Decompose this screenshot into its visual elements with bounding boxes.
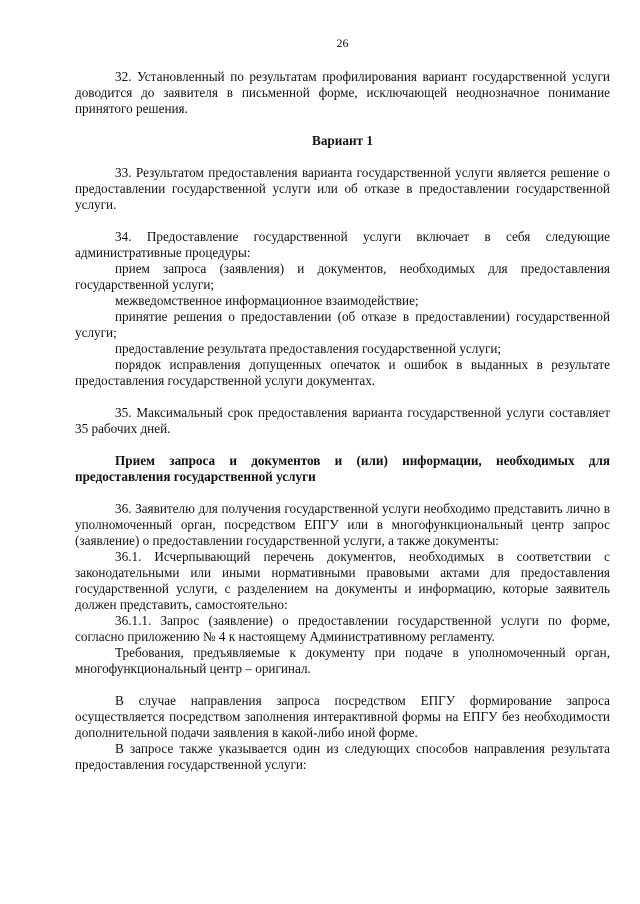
document-body [75,69,610,773]
paragraph-result-method: В запросе также указывается один из следующих способов направления результата предоставления государственной услуги: [75,741,610,772]
spacer [75,149,610,165]
spacer [75,437,610,453]
section-heading: Прием запроса и документов и (или) информации, необходимых для предоставления государственной услуги [75,453,610,484]
spacer [75,389,610,405]
page-number: 26 [336,36,349,50]
variant-heading: Вариант 1 [312,133,373,148]
procedure-item: порядок исправления допущенных опечаток и ошибок в выданных в результате предоставления государственной услуги документах. [75,357,610,388]
paragraph-34: 34. Предоставление государственной услуги включает в себя следующие административные процедуры: [75,229,610,260]
paragraph-36: 36. Заявителю для получения государственной услуги необходимо представить лично в уполномоченный орган, посредством ЕПГУ или в многофункциональный центр запрос (заявление) о предоставлении государственной услуги, а также документы: [75,501,610,548]
paragraph-36-1-1: 36.1.1. Запрос (заявление) о предоставлении государственной услуги по форме, согласно приложению № 4 к настоящему Административному регламенту. [75,613,610,644]
procedure-item: прием запроса (заявления) и документов, необходимых для предоставления государственной услуги; [75,261,610,292]
paragraph-36-1: 36.1. Исчерпывающий перечень документов, необходимых в соответствии с законодательными или иными нормативными правовыми актами для предоставления государственной услуги, с разделением на документы и информацию, которые заявитель должен представить, самостоятельно: [75,549,610,612]
paragraph-epgu: В случае направления запроса посредством ЕПГУ формирование запроса осуществляется посредством заполнения интерактивной формы на ЕПГУ без необходимости дополнительной подачи заявления в какой-либо иной форме. [75,693,610,740]
spacer [75,117,610,133]
spacer [75,213,610,229]
paragraph-32: 32. Установленный по результатам профилирования вариант государственной услуги доводится до заявителя в письменной форме, исключающей неоднозначное понимание принятого решения. [75,69,610,116]
spacer [75,485,610,501]
spacer [75,677,610,693]
paragraph-requirements: Требования, предъявляемые к документу при подаче в уполномоченный орган, многофункциональный центр – оригинал. [75,645,610,676]
procedure-item: принятие решения о предоставлении (об отказе в предоставлении) государственной услуги; [75,309,610,340]
procedure-item: межведомственное информационное взаимодействие; [115,293,419,308]
paragraph-35: 35. Максимальный срок предоставления варианта государственной услуги составляет 35 рабочих дней. [75,405,610,436]
paragraph-33: 33. Результатом предоставления варианта государственной услуги является решение о предоставлении государственной услуги или об отказе в предоставлении государственной услуги. [75,165,610,212]
procedure-item: предоставление результата предоставления государственной услуги; [115,341,502,356]
